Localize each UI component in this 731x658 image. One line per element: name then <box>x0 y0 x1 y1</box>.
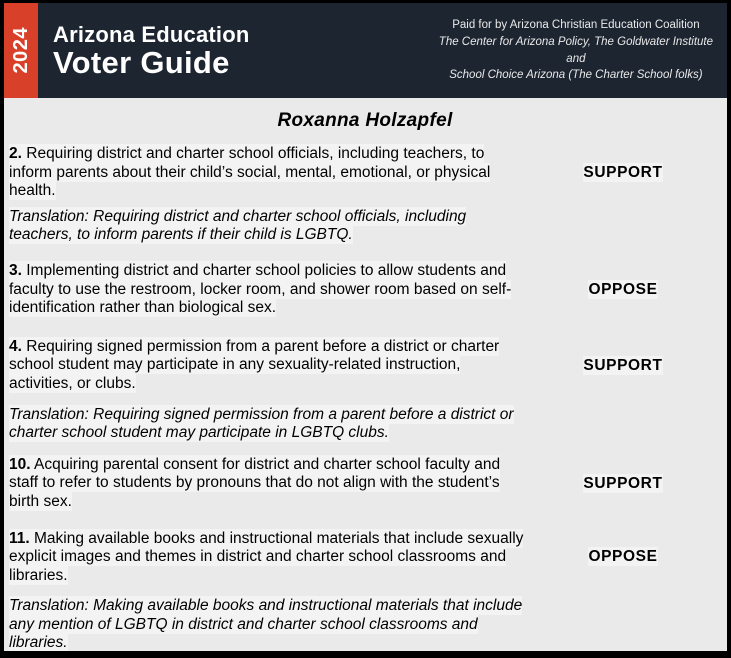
translation-text: Translation: Requiring signed permission from a parent before a district or charter school student may participate in LGBTQ clubs. <box>9 405 514 442</box>
issue-description: Making available books and instructional materials that include sexually explicit images and themes in district and charter school classrooms and libraries. <box>9 529 524 584</box>
year-tab <box>4 3 38 98</box>
issue-description: Requiring district and charter school officials, including teachers, to inform parents about their child’s social, mental, emotional, or physical health. <box>9 145 491 200</box>
issue-row-11 <box>9 530 721 586</box>
issue-text <box>9 530 525 586</box>
issue-row-3 <box>9 262 721 318</box>
issue-text <box>9 262 525 318</box>
issue-text <box>9 456 525 512</box>
paid-for-line2: The Center for Arizona Policy, The Goldwater Institute <box>438 35 713 48</box>
candidate-name: Roxanna Holzapfel <box>277 110 453 131</box>
paid-for-line4: School Choice Arizona (The Charter School folks) <box>449 69 703 82</box>
position-label: SUPPORT <box>583 474 663 492</box>
issue-description: Implementing district and charter school policies to allow students and faculty to use the restroom, locker room, and shower room based on self-identification rather than biological sex. <box>9 261 512 317</box>
issue-description: Requiring signed permission from a parent before a district or charter school student may participate in any sexuality-related instruction, activities, or clubs. <box>9 337 500 392</box>
issue-row-10 <box>9 456 721 512</box>
year-label: 2024 <box>9 27 32 74</box>
guide-title-line1: Arizona Education <box>53 21 250 47</box>
guide-title <box>38 3 250 98</box>
content <box>4 98 727 653</box>
guide-title-line2: Voter Guide <box>53 44 230 80</box>
issue-text <box>9 338 525 394</box>
issue-number: 4. <box>9 337 22 355</box>
paid-for-line3: and <box>566 52 586 65</box>
issue-number: 11. <box>9 529 30 547</box>
issue-row-4 <box>9 338 721 394</box>
position-label: OPPOSE <box>588 548 658 566</box>
header <box>4 3 727 98</box>
paid-for-note <box>439 17 727 84</box>
position-label: SUPPORT <box>583 356 663 374</box>
position-label: SUPPORT <box>583 163 663 181</box>
issue-number: 3. <box>9 261 22 279</box>
translation-text: Translation: Requiring district and charter school officials, including teachers, to inform parents if their child is LGBTQ. <box>9 207 467 244</box>
issue-description: Acquiring parental consent for district and charter school faculty and staff to refer to students by pronouns that do not align with the student’s birth sex. <box>9 455 501 510</box>
translation-text: Translation: Making available books and instructional materials that include any mention of LGBTQ in district and charter school classrooms and libraries. <box>9 597 523 652</box>
issue-text <box>9 145 525 201</box>
paid-for-line1: Paid for by Arizona Christian Education Coalition <box>452 19 700 32</box>
issue-number: 10. <box>9 455 31 473</box>
issue-number: 2. <box>9 145 22 162</box>
issue-row-2 <box>9 145 721 201</box>
position-label: OPPOSE <box>588 280 658 298</box>
